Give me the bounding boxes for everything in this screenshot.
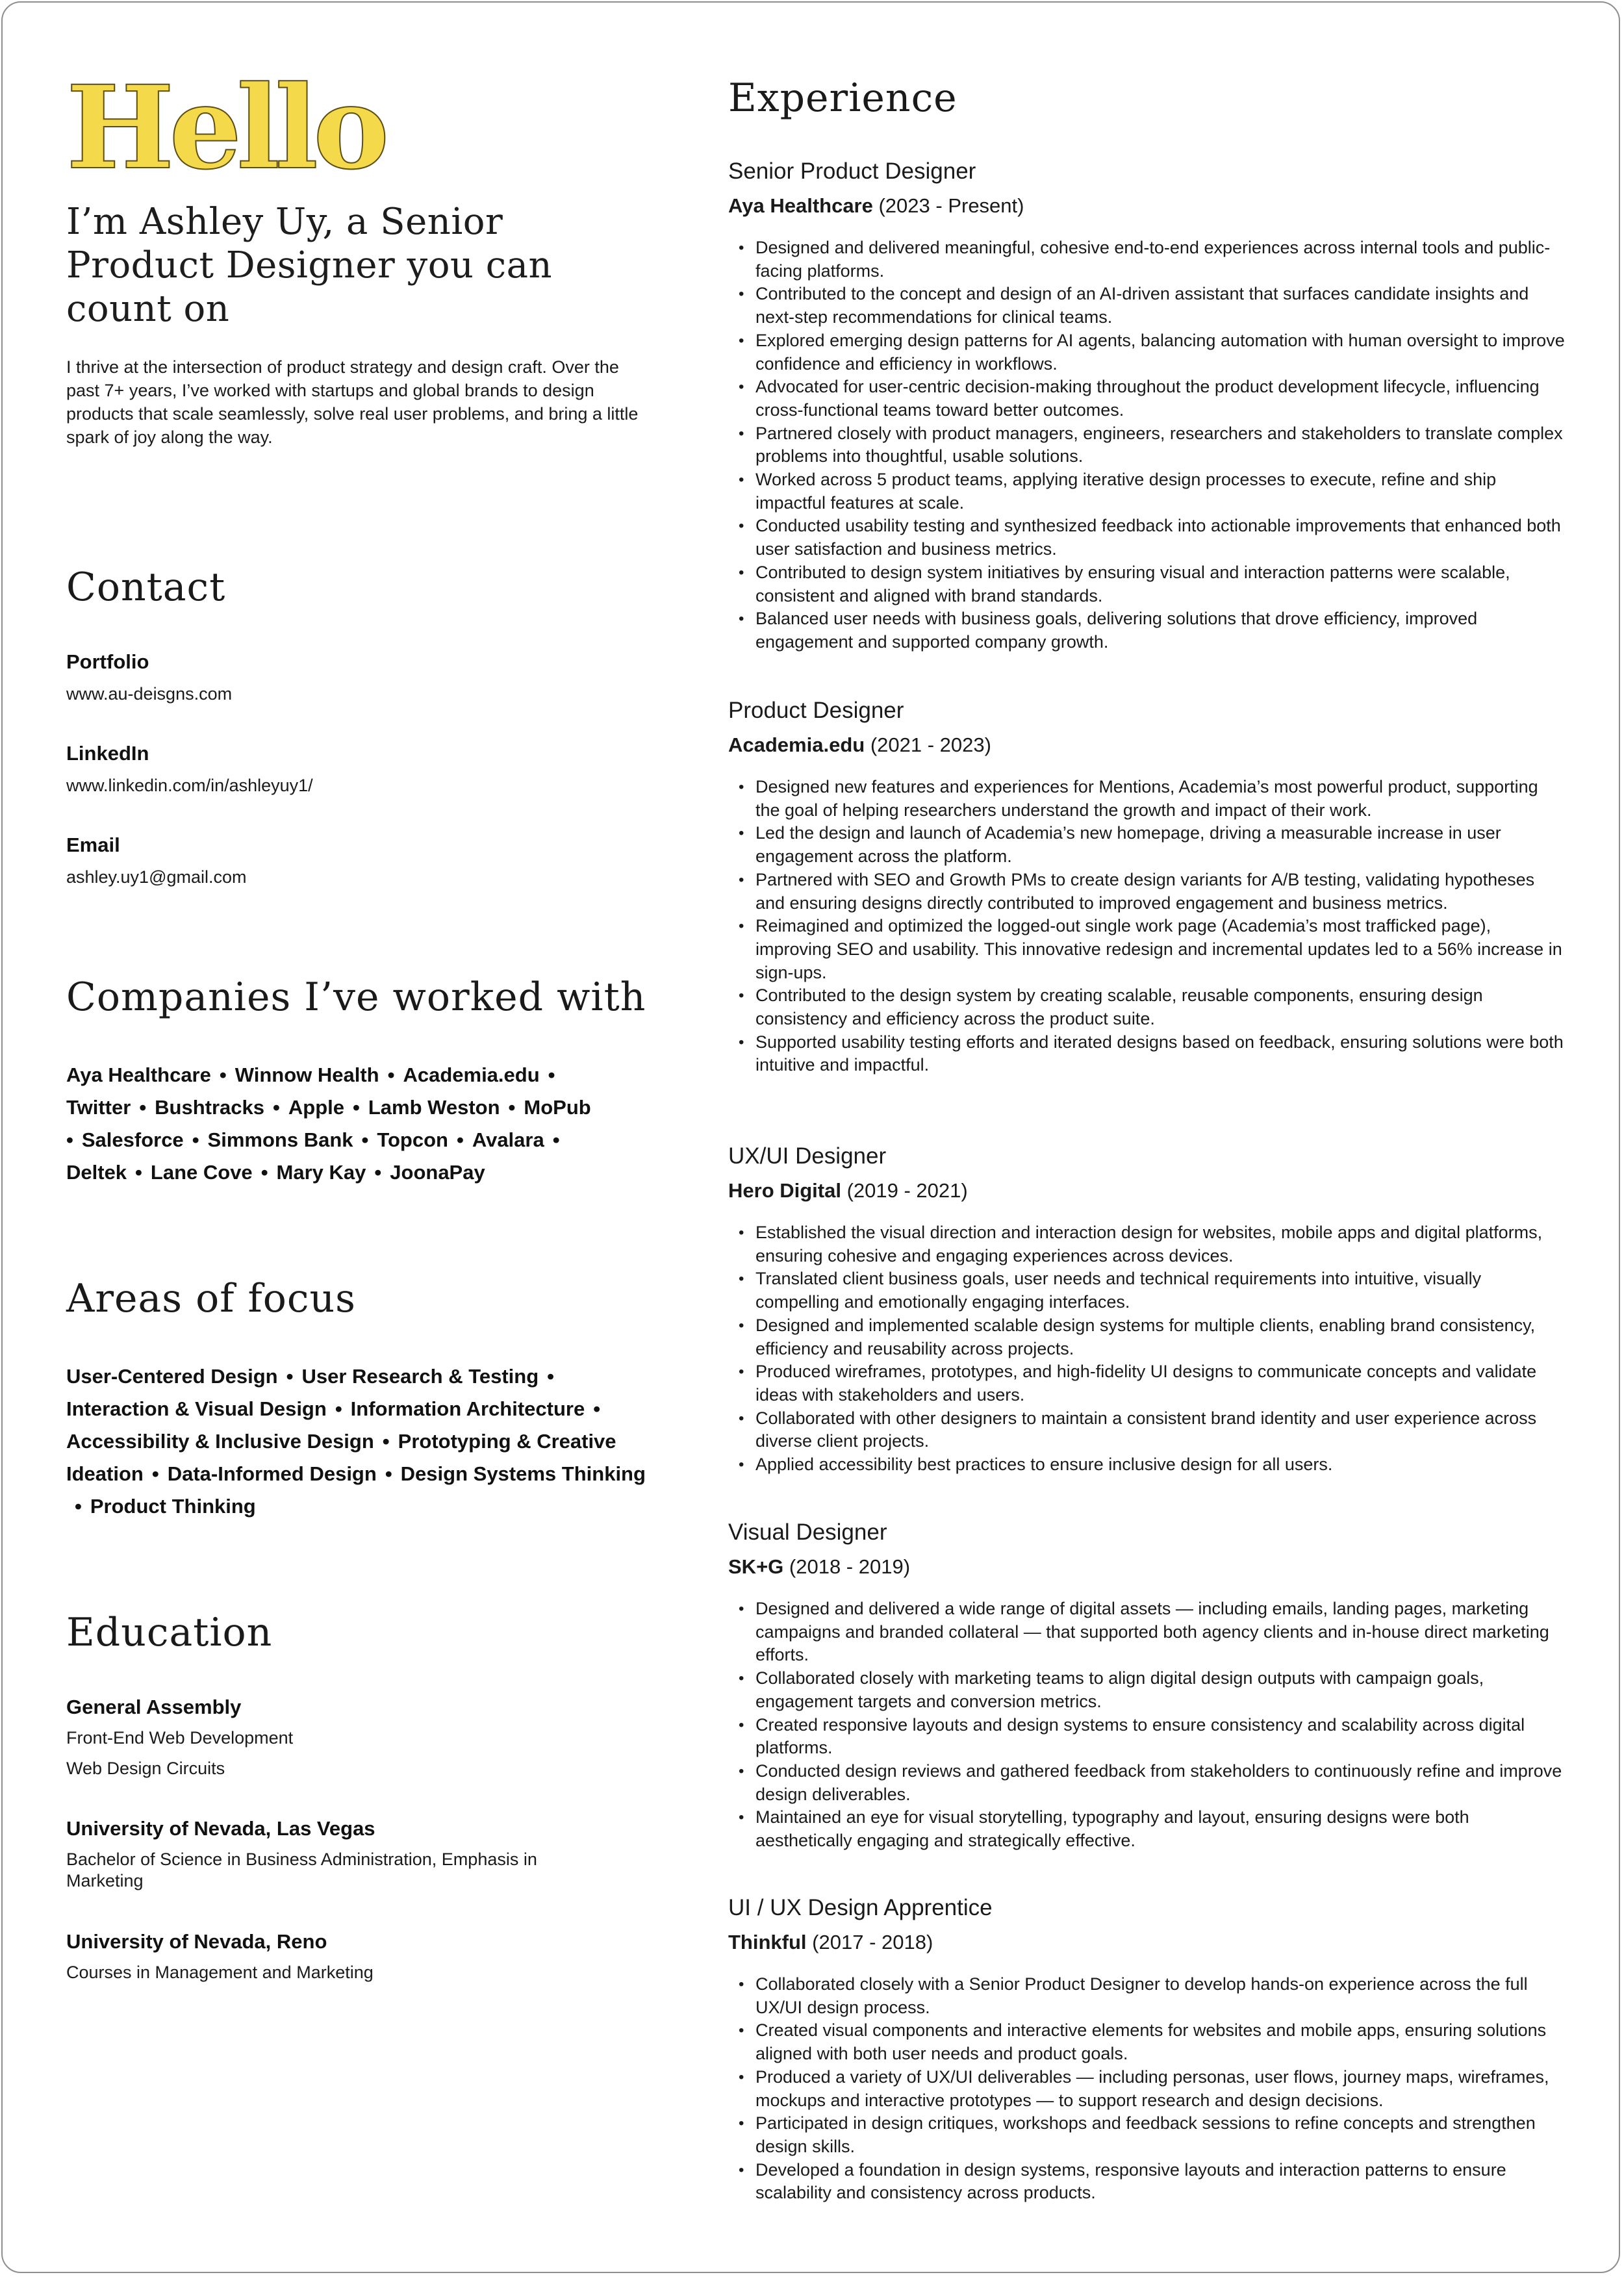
separator-dot: • [382,1430,390,1453]
job-company-line [728,1177,1566,1204]
company-name: Thinkful [728,1931,807,1953]
bullet-item: • Explored emerging design patterns for AI agents, balancing automation with human oversight to improve confidence and efficiency in workflows. [728,329,1566,375]
companies-list [66,1059,654,1189]
company-name: Academia.edu [728,733,865,756]
bullet-item: • Designed and implemented scalable design systems for multiple clients, enabling brand consistency, efficiency and reusability across projects. [728,1314,1566,1360]
separator-dot: • [260,1161,268,1184]
separator-dot: • [273,1096,280,1119]
bullet-item: • Partnered with SEO and Growth PMs to create design variants for A/B testing, validating hypotheses and ensuring designs directly contributed to improved engagement and business metrics. [728,869,1566,915]
job-bullets [728,1221,1566,1477]
job-company-line [728,1929,1566,1956]
separator-dot: • [593,1397,601,1420]
school-detail: Web Design Circuits [66,1759,225,1778]
job-company-line [728,731,1566,759]
job-entry [728,1518,1566,1853]
company-item: Lamb Weston [368,1096,500,1119]
school-detail: Bachelor of Science in Business Administration, Emphasis in Marketing [66,1850,537,1890]
company-name: Aya Healthcare [728,194,873,217]
bullet-item: • Contributed to design system initiatives by ensuring visual and interaction patterns were scalable, consistent and aligned with brand standards. [728,561,1566,607]
separator-dot: • [387,1063,395,1086]
focus-item: Product Thinking [90,1495,256,1518]
company-item: Deltek [66,1161,127,1184]
email-label: Email [66,833,120,856]
bullet-item: • Balanced user needs with business goals, delivering solutions that drove efficiency, improved engagement and supported company growth. [728,607,1566,654]
bullet-item: • Reimagined and optimized the logged-out single work page (Academia’s most trafficked page), improving SEO and usability. This innovative redesign and incremental updates led to a 56% increase in sign-ups. [728,915,1566,984]
focus-list [66,1360,654,1523]
company-item: JoonaPay [390,1161,485,1184]
separator-dot: • [508,1096,516,1119]
company-item: Apple [288,1096,345,1119]
job-bullets [728,776,1566,1077]
job-bullets [728,1973,1566,2205]
school-name: General Assembly [66,1696,242,1718]
bullet-item: • Produced a variety of UX/UI deliverables — including personas, user flows, journey maps, wireframes, mockups and interactive prototypes — to support research and design decisions. [728,2066,1566,2112]
separator-dot: • [139,1096,147,1119]
separator-dot: • [286,1365,294,1388]
separator-dot: • [385,1462,392,1485]
company-item: Winnow Health [235,1063,379,1086]
separator-dot: • [361,1128,369,1151]
bullet-item: • Produced wireframes, prototypes, and high-fidelity UI designs to communicate concepts and validate ideas with stakeholders and users. [728,1360,1566,1406]
portfolio-link[interactable]: www.au-deisgns.com [66,684,233,704]
job-entry [728,157,1566,654]
job-dates: (2023 - Present) [878,194,1024,217]
bullet-item: • Contributed to the design system by creating scalable, reusable components, ensuring design consistency and efficiency across the product suite. [728,984,1566,1030]
job-title: Senior Product Designer [728,159,976,184]
focus-item: Data-Informed Design [167,1462,377,1485]
job-dates: (2019 - 2021) [846,1179,968,1202]
separator-dot: • [192,1128,199,1151]
separator-dot: • [75,1495,82,1518]
experience-heading: Experience [728,75,958,121]
focus-item: Accessibility & Inclusive Design [66,1430,374,1453]
bullet-item: • Partnered closely with product managers, engineers, researchers and stakeholders to translate complex problems into thoughtful, usable solutions. [728,422,1566,468]
bullet-item: • Created responsive layouts and design systems to ensure consistency and scalability across digital platforms. [728,1714,1566,1760]
job-title: UX/UI Designer [728,1143,887,1169]
companies-heading: Companies I’ve worked with [66,974,646,1020]
linkedin-label: LinkedIn [66,742,149,765]
company-item: Mary Kay [276,1161,366,1184]
bullet-item: • Contributed to the concept and design of an AI-driven assistant that surfaces candidate insights and next-step recommendations for clinical teams. [728,283,1566,329]
job-bullets [728,236,1566,654]
job-entry [728,1142,1566,1477]
linkedin-link[interactable]: www.linkedin.com/in/ashleyuy1/ [66,776,313,795]
bullet-item: • Collaborated closely with marketing teams to align digital design outputs with campaign goals, engagement targets and conversion metrics. [728,1667,1566,1713]
bullet-item: • Developed a foundation in design systems, responsive layouts and interaction patterns to ensure scalability and consistency across products. [728,2159,1566,2205]
separator-dot: • [456,1128,464,1151]
job-company-line [728,1553,1566,1581]
school-name: University of Nevada, Reno [66,1930,327,1953]
job-dates: (2017 - 2018) [812,1931,933,1953]
separator-dot: • [219,1063,227,1086]
separator-dot: • [547,1365,554,1388]
bullet-item: • Collaborated with other designers to maintain a consistent brand identity and user experience across diverse client projects. [728,1407,1566,1453]
job-company-line [728,192,1566,220]
separator-dot: • [548,1063,555,1086]
bullet-item: • Supported usability testing efforts and iterated designs based on feedback, ensuring solutions were both intuitive and impactful. [728,1031,1566,1077]
focus-item: Prototyping & Creative Ideation [66,1430,616,1485]
school-detail: Front-End Web Development [66,1728,294,1748]
separator-dot: • [353,1096,360,1119]
job-title: Visual Designer [728,1520,887,1545]
focus-item: User-Centered Design [66,1365,278,1388]
portfolio-label: Portfolio [66,650,149,673]
company-item: Simmons Bank [207,1128,353,1151]
focus-item: Design Systems Thinking [400,1462,646,1485]
company-item: Salesforce [81,1128,184,1151]
separator-dot: • [66,1128,73,1151]
bullet-item: • Maintained an eye for visual storytelling, typography and layout, ensuring designs were both aesthetically engaging and strategically effective. [728,1806,1566,1852]
bullet-item: • Advocated for user-centric decision-making throughout the product development lifecycle, influencing cross-functional teams toward better outcomes. [728,375,1566,422]
separator-dot: • [374,1161,382,1184]
separator-dot: • [151,1462,159,1485]
bullet-item: • Participated in design critiques, workshops and feedback sessions to refine concepts and strengthen design skills. [728,2112,1566,2158]
company-item: Aya Healthcare [66,1063,211,1086]
email-link[interactable]: ashley.uy1@gmail.com [66,867,247,887]
company-item: Twitter [66,1096,131,1119]
hello-heading: Hello [66,60,385,195]
job-title: UI / UX Design Apprentice [728,1895,993,1920]
separator-dot: • [135,1161,142,1184]
company-item: Bushtracks [155,1096,265,1119]
intro-paragraph: I thrive at the intersection of product strategy and design craft. Over the past 7+ years, I’ve worked with startups and global brands to design products that scale seamlessly, solve real user problems, and bring a little spark of joy along the way. [66,357,639,447]
separator-dot: • [552,1128,560,1151]
bullet-item: • Led the design and launch of Academia’s new homepage, driving a measurable increase in user engagement across the platform. [728,822,1566,868]
contact-heading: Contact [66,565,226,610]
bullet-item: • Conducted usability testing and synthesized feedback into actionable improvements that enhanced both user satisfaction and business metrics. [728,515,1566,561]
bullet-item: • Established the visual direction and interaction design for websites, mobile apps and digital platforms, ensuring cohesive and engaging experiences across devices. [728,1221,1566,1267]
job-dates: (2018 - 2019) [789,1555,911,1578]
bullet-item: • Designed and delivered a wide range of digital assets — including emails, landing pages, marketing campaigns and branded collateral — that supported both agency clients and in-house direct marketing efforts. [728,1597,1566,1667]
bullet-item: • Conducted design reviews and gathered feedback from stakeholders to continuously refine and improve design deliverables. [728,1760,1566,1806]
bullet-item: • Applied accessibility best practices to ensure inclusive design for all users. [728,1453,1566,1477]
school-detail: Courses in Management and Marketing [66,1963,374,1982]
job-dates: (2021 - 2023) [870,733,991,756]
bullet-item: • Translated client business goals, user needs and technical requirements into intuitive, visually compelling and emotionally engaging interfaces. [728,1267,1566,1314]
company-name: SK+G [728,1555,784,1578]
bullet-item: • Designed new features and experiences for Mentions, Academia’s most powerful product, supporting the goal of helping researchers understand the growth and impact of their work. [728,776,1566,822]
focus-item: User Research & Testing [301,1365,539,1388]
job-title: Product Designer [728,698,904,723]
resume-page [1,1,1620,2273]
education-heading: Education [66,1610,273,1655]
school-name: University of Nevada, Las Vegas [66,1817,375,1840]
focus-heading: Areas of focus [66,1276,356,1321]
bullet-item: • Worked across 5 product teams, applying iterative design processes to execute, refine and ship impactful features at scale. [728,468,1566,515]
company-item: Topcon [377,1128,448,1151]
company-item: MoPub [524,1096,591,1119]
job-entry [728,696,1566,1077]
separator-dot: • [335,1397,342,1420]
company-item: Lane Cove [150,1161,253,1184]
bullet-item: • Designed and delivered meaningful, cohesive end-to-end experiences across internal tools and public-facing platforms. [728,236,1566,283]
focus-item: Information Architecture [350,1397,585,1420]
company-item: Academia.edu [403,1063,540,1086]
bullet-item: • Created visual components and interactive elements for websites and mobile apps, ensuring solutions aligned with both user needs and product goals. [728,2019,1566,2065]
bullet-item: • Collaborated closely with a Senior Product Designer to develop hands-on experience across the full UX/UI design process. [728,1973,1566,2019]
focus-item: Interaction & Visual Design [66,1397,327,1420]
job-entry [728,1894,1566,2205]
company-name: Hero Digital [728,1179,841,1202]
job-bullets [728,1597,1566,1853]
tagline: I’m Ashley Uy, a Senior Product Designer you can count on [66,201,553,330]
company-item: Avalara [472,1128,544,1151]
